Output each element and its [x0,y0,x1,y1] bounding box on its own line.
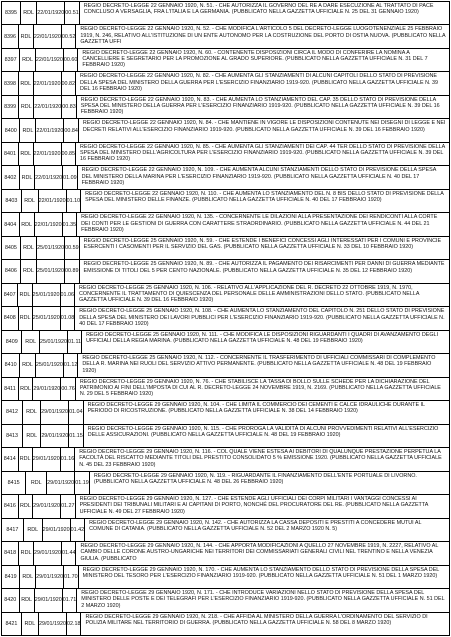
decree-number-cell: 8411 [2,378,19,400]
code-cell: 01.15 [69,425,84,447]
description-cell: REGIO DECRETO-LEGGE 22 GENNAIO 1920, N. 52. - CHE MODIFICA L'ARTICOLO 5 DEL DECRETO-LEGGE LUOGOTENENZIALE 25 FEBBRAIO 1919, N. 246, RELATIVO ALL'ISTITUZIONE DI UN ENTE AUTONOMO PER LA COSTRUZIONE DEL PORTO DI OSTIA NUOVA. (PUBBLICATO NELLA GAZZETTA UFFI [80,26,446,45]
act-type-cell: RDL [19,542,34,564]
decree-number-cell: 8414 [2,448,19,470]
description-cell: REGIO DECRETO-LEGGE 22 GENNAIO 1920, N. 83. - CHE AUMENTA LO STANZIAMENTO DEL CAP. 35 DELLO STATO DI PREVISIONE DELLA SPESA DEL MINISTERO DELLA GUERRA PER L'ESERCIZIO FINANZIARIO 1919-920. (PUBBLICATO NELLA GAZZETTA UFFICIALE N. 39 DEL 16 FEBBRAIO 1920) [80,96,440,116]
act-type-cell: RDL [19,96,34,118]
code-cell: 01.09 [63,166,78,188]
date-cell: 25/01/1920 [37,260,65,282]
act-type-cell: RDL [20,354,36,376]
date-cell: 29/01/1920 [39,613,67,635]
decree-number-cell: 8404 [2,213,20,235]
act-type-cell: RDL [19,72,34,94]
act-type-cell: RDL [23,401,41,423]
table-row [2,566,449,589]
decree-number-cell: 8407 [2,284,18,306]
table-row [2,72,449,95]
decree-number-cell: 8410 [2,354,20,376]
date-cell: 22/01/1920 [34,143,62,165]
decree-number-cell: 8403 [2,190,22,212]
code-cell: 01.08 [61,307,76,329]
date-cell: 29/01/1920 [43,519,71,541]
description-cell: REGIO DECRETO-LEGGE 22 GENNAIO 1920, N. 60. - CONTENENTE DISPOSIZIONI CIRCA IL MODO DI CONFERIRE LA NOMINA A CANCELLIERE E SEGRETARIO PER LA PROMOZIONE AL GRADO SUPERIORE. (PUBBLICATO NELLA GAZZETTA UFFICIALE N. 31 DEL 7 FEBBRAIO 1920) [82,49,428,69]
description-cell: REGIO DECRETO-LEGGE 29 GENNAIO 1920, N. 115. - CHE PROROGA LA VALIDITÀ DI ALCUNI PROVVEDIMENTI RELATIVI ALL'ESERCIZIO DELLE ASSICURAZIONI. (PUBBLICATO NELLA GAZZETTA UFFICIALE N. 48 DEL 19 FEBBRAIO 1920) [87,425,439,438]
act-type-cell: RDL [21,260,37,282]
date-cell: 22/01/1920 [34,96,62,118]
act-type-cell: RDL [19,25,34,47]
code-cell: 01.71 [63,589,78,611]
code-cell: 00.84 [64,119,79,141]
code-cell: 00.89 [65,260,80,282]
date-cell: 22/01/1920 [39,190,67,212]
code-cell: 01.42 [71,519,86,541]
code-cell: 00.76 [61,378,76,400]
table-row [2,237,449,260]
decree-number-cell: 8398 [2,72,19,94]
description-cell: REGIO DECRETO-LEGGE 25 GENNAIO 1920, N. 111. - CHE MODIFICA LE DISPOSIZIONI RIGUARDANTI I QUADRI DI AVANZAMENTO DEGLI UFFICIALI DELLA REGIA MARINA. (PUBBLICATO NELLA GAZZETTA UFFICIALE N. 48 DEL 19 FEBBRAIO 1920) [86,331,439,344]
decree-number-cell: 8420 [2,589,20,611]
act-type-cell: RDL [21,237,37,259]
act-type-cell: RDL [20,166,35,188]
description-cell: REGIO DECRETO-LEGGE 29 GENNAIO 1920, N. 104. - CHE LIMITA IL COMMERCIO DEI CEMENTI E CALCE IDRAULICHE DURANTE IL PERIODO DI RICOSTRUZIONE. (PUBBLICATO NELLA GAZZETTA UFFICIALE N. 38 DEL 14 FEBBRAIO 1920) [87,402,425,415]
description-cell: REGIO DECRETO-LEGGE 29 GENNAIO 1920, N. 170. - CHE AUMENTA LO STANZIAMENTO DELLO STATO DI PREVISIONE DELLA SPESA DEL MINISTERO DEL TESORO PER L'ESERCIZIO FINANZIARIO 1919-920. (PUBBLICATO NELLA GAZZETTA UFFICIALE N. 51 DEL 1 MARZO 1920) [82,566,440,579]
description-cell: REGIO DECRETO-LEGGE 29 GENNAIO 1920, N. 171. - CHE INTRODUCE VARIAZIONI NELLO STATO DI PREVISIONE DELLA SPESA DEL MINISTERO DELLE POSTE E DEI TELEGRAFI PER L'ESERCIZIO FINANZIARIO 1919-920. (PUBBLICATO NELLA GAZZETTA UFFICIALE N. 51 DEL 2 MARZO 1920) [81,590,445,609]
code-cell: 01.16 [61,448,76,470]
decree-number-cell: 8395 [2,2,21,24]
date-cell: 22/01/1920 [35,166,63,188]
description-cell: REGIO DECRETO-LEGGE 22 GENNAIO 1920, N. 85. - CHE AUMENTA GLI STANZIAMENTI DEI CAP. 44 TER DELLO STATO DI PREVISIONE DELLA SPESA DEL MINISTERO DELL'AGRICOLTURA PER L'ESERCIZIO FINANZIARIO 1919-920. (PUBBLICATO NELLA GAZZETTA UFFICIALE N. 39 DEL 16 FEBBRAIO 1920) [80,143,445,163]
description-cell: REGIO DECRETO-LEGGE 29 GENNAIO 1920, N. 76. - CHE STABILISCE LA TASSA DI BOLLO SULLE SCHEDE PER LA DICHIARAZIONE DEL PATRIMONIO AI FINI DELL'IMPOSTA DI CUI AL R. DECRETO-LEGGE 24 NOVEMBRE 1919, N. 2169. (PUBBLICATO NELLA GAZZETTA UFFICIALE N. 29 DEL 5 FEBBRAIO 1920) [79,378,441,398]
decree-number-cell: 8408 [2,307,19,329]
table-row [2,25,449,48]
description-cell: REGIO DECRETO-LEGGE 29 GENNAIO 1920, N. 127. - CHE ESTENDE AGLI UFFICIALI DEI CORPI MILITARI I VANTAGGI CONCESSI AI PRESIDENTI DEI TRIBUNALI MILITARI E AI CAPITANI DI PORTO, NONCHÉ DEL PROCURATORE DEL RE. (PUBBLICATO NELLA GAZZETTA UFFICIALE N. 49 DEL 27 FEBBRAIO 1920) [79,496,429,515]
date-cell: 25/01/1920 [37,237,65,259]
act-type-cell: RDL [22,331,40,353]
description-cell: REGIO DECRETO-LEGGE 22 GENNAIO 1920, N. 110. - CHE AUMENTA LO STANZIAMENTO DEL N. 8 BIS DELLO STATO DI PREVISIONE DELLA SPESA DEL MINISTERO DELLE FINANZE. (PUBBLICATO NELLA GAZZETTA UFFICIALE N. 40 DEL 17 FEBBRAIO 1920) [85,190,444,204]
date-cell: 22/01/1920 [37,2,65,24]
description-cell: REGIO DECRETO-LEGGE 29 GENNAIO 1920, N. 142. - CHE AUTORIZZA LA CASSA DEPOSITI E PRESTITI A CONCEDERE MUTUI AL COMUNE DI CATANIA. (PUBBLICATO NELLA GAZZETTA UFFICIALE N. 52 DEL 2 MARZO 1920 N. 5) [89,519,422,532]
description-cell: REGIO DECRETO-LEGGE 22 GENNAIO 1920, N. 109. - CHE AUMENTA ALCUNI STANZIAMENTI DELLO STATO DI PREVISIONE DELLA SPESA DEL MINISTERO DELLA MARINA PER L'ESERCIZIO FINANZIARIO 1919-920. (PUBBLICATO NELLA GAZZETTA UFFICIALE N. 40 DEL 17 FEBBRAIO 1920) [81,167,436,186]
code-cell: 01.04 [69,401,84,423]
description-cell: REGIO DECRETO-LEGGE 22 GENNAIO 1920, N. 51. - CHE AUTORIZZA IL GOVERNO DEL RE A DARE ESECUZIONE AL TRATTATO DI PACE CONCLUSO A VERSAGLIA, FRA L'ITALIA E LA GERMANIA. (PUBBLICATO NELLA GAZZETTA UFFICIALE N. 25 DEL 31 GENNAIO 1920) [83,3,434,16]
description-cell: REGIO DECRETO-LEGGE 25 GENNAIO 1920, N. 108. - CHE AUMENTA LO STANZIAMENTO DEL CAPITOLO N. 251 DELLO STATO DI PREVISIONE DELLA SPESA DEL MINISTERO DEI LAVORI PUBBLICI PER L'ESERCIZIO FINANZIARIO 1919-920. (PUBBLICATO NELLA GAZZETTA UFFICIALE N. 40 DEL 17 FEBBRAIO 1920) [79,308,445,327]
table-row [2,378,449,401]
code-cell: 01.44 [62,542,77,564]
table-row [2,425,449,448]
table-row [2,166,449,189]
code-cell: 00.82 [62,72,77,94]
decree-number-cell: 8413 [2,425,23,447]
decree-number-cell: 8417 [2,519,24,541]
table-row [2,331,449,354]
date-cell: 25/01/1920 [33,284,61,306]
decree-number-cell: 8406 [2,260,21,282]
code-cell: 00.59 [65,237,80,259]
description-cell: REGIO DECRETO-LEGGE 25 GENNAIO 1920, N. 106. - RELATIVO ALL'APPLICAZIONE DEL R. DECRETO 22 OTTOBRE 1919, N. 1970, CONCERNENTE IL TRATTAMENTO DI QUIESCENZA DEL PERSONALE DELLE AMMINISTRAZIONI DELLO STATO. (PUBBLICATO NELLA GAZZETTA UFFICIALE N. 39 DEL 16 FEBBRAIO 1920) [79,284,420,304]
code-cell: 01.70 [64,566,79,588]
date-cell: 29/01/1920 [33,495,61,517]
decree-number-cell: 8397 [2,49,20,71]
table-row [2,260,449,283]
code-cell: 01.12 [64,354,79,376]
table-row [2,119,449,142]
table-row [2,542,449,565]
table-row [2,448,449,471]
decree-number-cell: 8412 [2,401,23,423]
table-row [2,96,449,119]
code-cell: 01.35 [63,213,78,235]
date-cell: 29/01/1920 [35,589,63,611]
decree-number-cell: 8405 [2,237,21,259]
table-row [2,519,449,542]
table-row [2,213,449,236]
table-row [2,472,449,495]
act-type-cell: RDL [26,472,47,494]
decree-table [1,1,450,636]
table-row [2,613,449,635]
date-cell: 29/01/1920 [47,472,75,494]
act-type-cell: RDL [24,519,43,541]
decree-number-cell: 8415 [2,472,26,494]
date-cell: 25/01/1920 [36,354,64,376]
decree-number-cell: 8399 [2,96,19,118]
code-cell: 00.83 [62,96,77,118]
act-type-cell: RDL [22,613,39,635]
decree-number-cell: 8402 [2,166,20,188]
act-type-cell: RDL [20,119,36,141]
date-cell: 22/01/1920 [35,213,63,235]
act-type-cell: RDL [22,190,39,212]
act-type-cell: RDL [20,213,35,235]
table-row [2,2,449,25]
code-cell: 01.11 [68,331,82,353]
code-cell: 00.52 [62,25,77,47]
table-row [2,354,449,377]
date-cell: 25/01/1920 [40,331,68,353]
date-cell: 29/01/1920 [41,401,69,423]
table-row [2,401,449,424]
code-cell: 01.19 [75,472,90,494]
code-cell: 01.10 [67,190,82,212]
table-row [2,307,449,330]
code-cell: 01.06 [61,284,76,306]
decree-number-cell: 8419 [2,566,20,588]
date-cell: 29/01/1920 [36,566,64,588]
act-type-cell: RDL [19,495,33,517]
description-cell: REGIO DECRETO-LEGGE 29 GENNAIO 1920, N. 116. - COL QUALE VIENE ESTESA AI DEBITORI DI QUALUNQUE PRESTAZIONE PERPETUA LA FACOLTÀ DEL RISCATTO MEDIANTE TITOLI DEL PRESTITO CONSOLIDATO 5 % EMISSIONE 1920. (PUBBLICATO NELLA GAZZETTA UFFICIALE N. 45 DEL 23 FEBBRAIO 1920) [79,449,442,468]
date-cell: 29/01/1920 [33,448,61,470]
table-row [2,143,449,166]
decree-number-cell: 8401 [2,143,19,165]
description-cell: REGIO DECRETO-LEGGE 29 GENNAIO 1920, N. 119. - RIGUARDANTE IL FINANZIAMENTO DELL'ENTE PORTUALE DI LIVORNO. (PUBBLICATO NELLA GAZZETTA UFFICIALE N. 48 DEL 26 FEBBRAIO 1920) [93,472,417,485]
description-cell: REGIO DECRETO-LEGGE 22 GENNAIO 1920, N. 82. - CHE AUMENTA GLI STANZIAMENTI DI ALCUNI CAPITOLI DELLO STATO DI PREVISIONE DELLA SPESA DEL MINISTERO DELLA GUERRA PER L'ESERCIZIO FINANZIARIO 1919-920. (PUBBLICATO NELLA GAZZETTA UFFICIALE N. 39 DEL 16 FEBBRAIO 1920) [80,73,438,92]
code-cell: 00.51 [65,2,80,24]
description-cell: REGIO DECRETO-LEGGE 22 GENNAIO 1920, N. 135. - CONCERNENTE LE DILAZIONI ALLA PRESENTAZIONE DEI RENDICONTI ALLA CORTE DEI CONTI PER LE GESTIONI DI GUERRA CON CARATTERE STRAORDINARIO. (PUBBLICATO NELLA GAZZETTA UFFICIALE N. 44 DEL 21 FEBBRAIO 1920) [81,214,438,233]
decree-number-cell: 8416 [2,495,19,517]
decree-number-cell: 8418 [2,542,19,564]
description-cell: REGIO DECRETO-LEGGE 25 GENNAIO 1920, N. 89. - CHE AUTORIZZA IL PAGAMENTO DEI RISARCIMENTI PER DANNI DI GUERRA MEDIANTE EMISSIONE DI TITOLI DEL 5 PER CENTO NAZIONALE. (PUBBLICATO NELLA GAZZETTA UFFICIALE N. 35 DEL 12 FEBBRAIO 1920) [83,261,445,274]
description-cell: REGIO DECRETO-LEGGE 22 GENNAIO 1920, N. 84. - CHE MANTIENE IN VIGORE LE DISPOSIZIONI CONTENUTE NEI DISEGNI DI LEGGE E NEI DECRETI RELATIVI ALL'ESERCIZIO FINANZIARIO 1919-920. (PUBBLICATO NELLA GAZZETTA UFFICIALE N. 39 DEL 16 FEBBRAIO 1920) [82,120,446,133]
date-cell: 29/01/1920 [33,378,61,400]
date-cell: 25/01/1920 [33,307,61,329]
act-type-cell: RDL [20,589,35,611]
act-type-cell: RDL [21,2,37,24]
table-row [2,495,449,518]
date-cell: 22/01/1920 [36,119,64,141]
act-type-cell: RDL [19,307,33,329]
date-cell: 22/01/1920 [36,49,64,71]
date-cell: 22/01/1920 [34,72,62,94]
table-row [2,49,449,72]
date-cell: 29/01/1920 [34,542,62,564]
act-type-cell: RDL [20,566,36,588]
act-type-cell: RDL [19,143,34,165]
date-cell: 29/01/1920 [41,425,69,447]
description-cell: REGIO DECRETO-LEGGE 25 GENNAIO 1920, N. 59. - CHE ESTENDE I BENEFICI CONCESSI AGLI INTERESSATI PER I COMUNI E PROVINCIE ESERCENTI I CASOMENTI PER IL SERVIZIO DEL GAS. (PUBBLICATO NELLA GAZZETTA UFFICIALE N. 33 DEL 10 FEBBRAIO 1920) [83,237,442,251]
table-row [2,589,449,612]
description-cell: REGIO DECRETO-LEGGE 29 GENNAIO 1920, N. 218. - CHE AFFIDA AL MINISTERO DELLA GUERRA L'ORDINAMENTO DEL SERVIZIO DI POLIZIA MILITARE NEL TERRITORIO DI GUERRA. (PUBBLICATO NELLA GAZZETTA UFFICIALE N. 58 DEL 8 MARZO 1920) [85,613,428,626]
decree-number-cell: 8421 [2,613,22,635]
act-type-cell: RDL [20,49,36,71]
act-type-cell: RDL [19,448,33,470]
description-cell: REGIO DECRETO-LEGGE 25 GENNAIO 1920, N. 112. - CONCERNENTE IL TRASFERIMENTO DI UFFICIALI COMMISSARI DI COMPLEMENTO DELLA R. MARINA NEI RUOLI DEL SERVIZIO ATTIVO PERMANENTE. (PUBBLICATO NELLA GAZZETTA UFFICIALE N. 48 DEL 19 FEBBRAIO 1920) [82,355,436,374]
code-cell: 00.60 [64,49,79,71]
decree-number-cell: 8409 [2,331,22,353]
code-cell: 01.27 [61,495,76,517]
table-row [2,284,449,307]
description-cell: REGIO DECRETO-LEGGE 29 GENNAIO 1920, N. 144. - CHE APPORTA MODIFICAZIONI A QUELLO 27 NOVEMBRE 1919, N. 2227, RELATIVO AL CAMBIO DELLE CORONE AUSTRO-UNGARICHE NEI TERRITORI DEI COMMISSARIATI GENERALI CIVILI NEL TRENTINO E NELLA VENEZIA GIULIA. (PUBBLICATO [80,543,439,562]
code-cell: 00.85 [62,143,77,165]
code-cell: 02.18 [67,613,82,635]
act-type-cell: RDL [19,378,34,400]
decree-number-cell: 8400 [2,119,20,141]
date-cell: 22/01/1920 [34,25,62,47]
decree-number-cell: 8396 [2,25,19,47]
table-row [2,190,449,213]
act-type-cell: RDL [23,425,41,447]
act-type-cell: RDL [18,284,32,306]
